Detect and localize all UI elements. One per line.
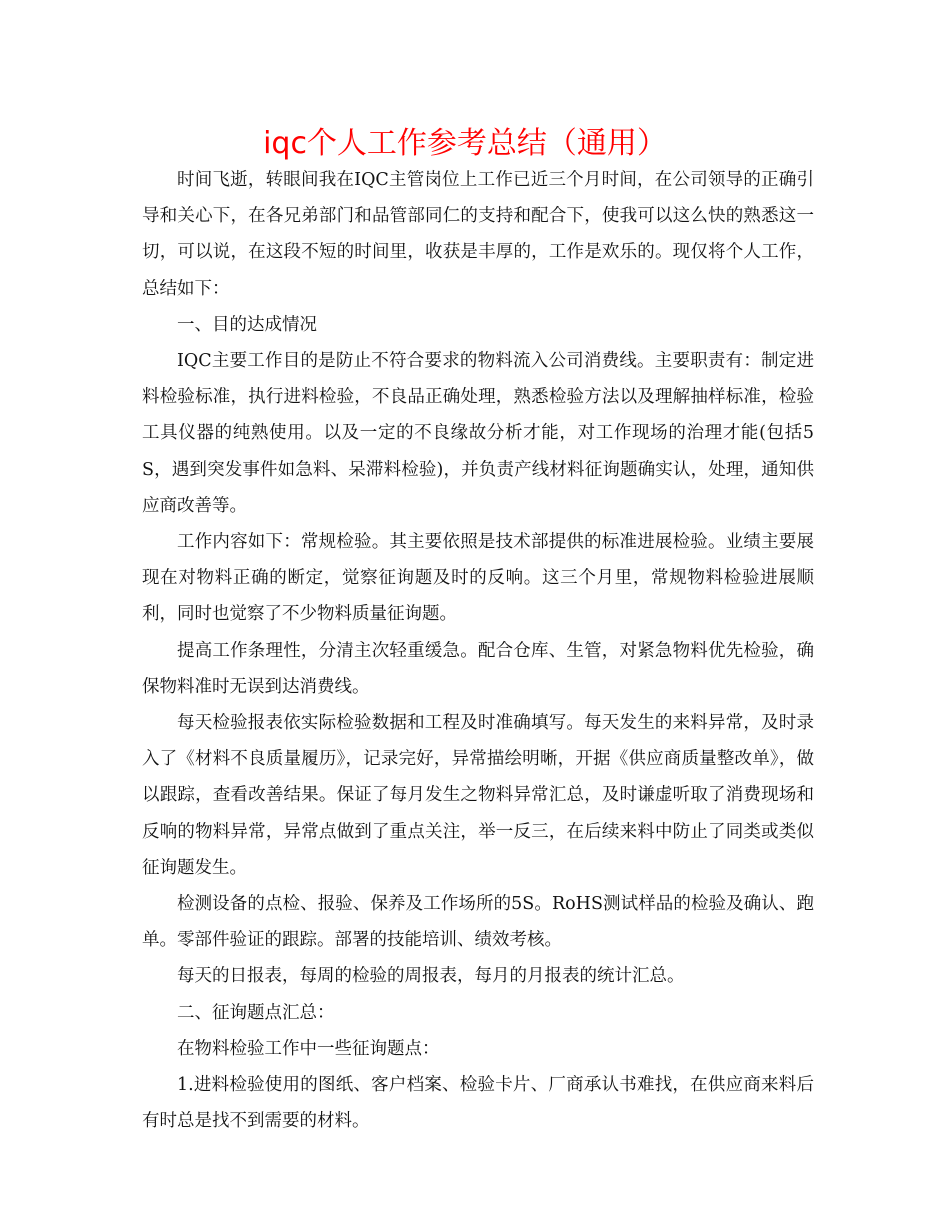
paragraph-work-content: 工作内容如下：常规检验。其主要依照是技术部提供的标准进展检验。业绩主要展现在对物料正确的断定，觉察征询题及时的反响。这三个月里，常规物料检验进展顺利，同时也觉察了不少物料质量征询题。: [142, 532, 814, 625]
paragraph-report-summary: 每天的日报表，每周的检验的周报表，每月的月报表的统计汇总。: [177, 966, 685, 987]
paragraph-equipment: 检测设备的点检、报验、保养及工作场所的5S。RoHS测试样品的检验及确认、跑单。零部件验证的跟踪。部署的技能培训、绩效考核。: [142, 894, 814, 951]
paragraph-issues-intro: 在物料检验工作中一些征询题点：: [177, 1038, 440, 1059]
paragraph-iqc-duties: IQC主要工作目的是防止不符合要求的物料流入公司消费线。主要职责有：制定进料检验标准，执行进料检验，不良品正确处理，熟悉检验方法以及理解抽样标准，检验工具仪器的纯熟使用。以及一定的不良缘故分析才能，对工作现场的治理才能(包括5S，遇到突发事件如急料、呆滞料检验)，并负责产线材料征询题确实认，处理，通知供应商改善等。: [142, 351, 814, 516]
paragraph-daily-reports: 每天检验报表依实际检验数据和工程及时准确填写。每天发生的来料异常，及时录入了《材料不良质量履历》，记录完好，异常描绘明晰，开据《供应商质量整改单》，做以跟踪，查看改善结果。保证了每月发生之物料异常汇总，及时谦虚听取了消费现场和反响的物料异常，异常点做到了重点关注，举一反三，在后续来料中防止了同类或类似征询题发生。: [142, 713, 814, 878]
paragraph-issue-1: 1.进料检验使用的图纸、客户档案、检验卡片、厂商承认书难找，在供应商来料后有时总是找不到需要的材料。: [142, 1075, 814, 1132]
document-title: iqc个人工作参考总结（通用）: [263, 126, 667, 161]
document-body: [142, 162, 814, 1139]
section-heading-issues: 二、征询题点汇总：: [177, 1002, 335, 1023]
section-heading-goals: 一、目的达成情况: [177, 314, 317, 335]
paragraph-priorities: 提高工作条理性，分清主次轻重缓急。配合仓库、生管，对紧急物料优先检验，确保物料准时无误到达消费线。: [142, 640, 814, 697]
paragraph-intro: 时间飞逝，转眼间我在IQC主管岗位上工作已近三个月时间，在公司领导的正确引导和关心下，在各兄弟部门和品管部同仁的支持和配合下，使我可以这么快的熟悉这一切，可以说，在这段不短的时间里，收获是丰厚的，工作是欢乐的。现仅将个人工作，总结如下：: [142, 170, 814, 299]
